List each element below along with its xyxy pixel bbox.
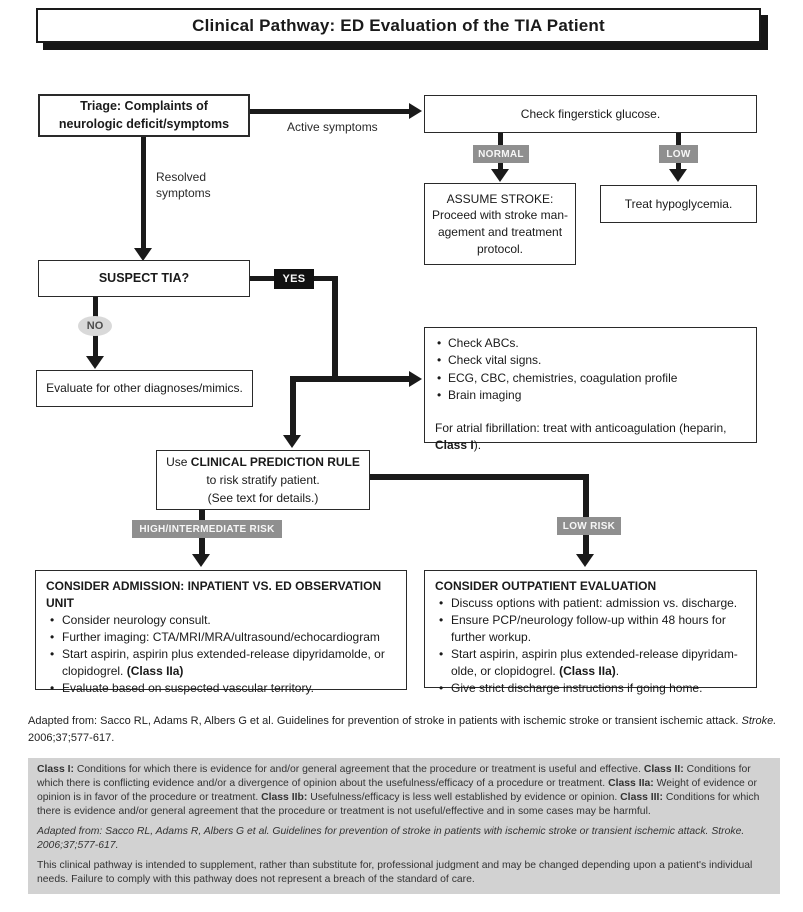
connector-low-risk-horizontal bbox=[370, 474, 589, 480]
prediction-bold: CLINICAL PREDICTION RULE bbox=[190, 455, 360, 469]
admission-bullet bbox=[46, 646, 396, 680]
badge-normal: NORMAL bbox=[473, 145, 529, 163]
outpatient-bullet3-class: (Class IIa) bbox=[559, 664, 616, 679]
badge-high-intermediate-risk: HIGH/INTERMEDIATE RISK bbox=[132, 520, 282, 538]
class-ii-text: Conditions for which there is conflicting evidence and/or a divergence of opinion about the usefulness/efficacy of a procedure or treatment. bbox=[37, 764, 751, 789]
node-prediction-rule bbox=[156, 450, 370, 510]
node-evaluate-other: Evaluate for other diagnoses/mimics. bbox=[36, 370, 253, 407]
outpatient-bullet: • Give strict discharge instructions if going home. bbox=[435, 680, 746, 697]
prediction-pre: Use bbox=[166, 455, 191, 469]
outpatient-bullet: • Ensure PCP/neurology follow-up within 48 hours for further workup. bbox=[435, 612, 746, 646]
assume-stroke-line: agement and treatment bbox=[437, 225, 563, 239]
class-iii-label: Class III: bbox=[620, 791, 663, 803]
class-iia-label: Class IIa: bbox=[608, 777, 654, 789]
badge-no: NO bbox=[78, 316, 112, 336]
node-admission bbox=[35, 570, 407, 696]
assume-stroke-line: Proceed with stroke man- bbox=[431, 208, 569, 223]
class-i-text: Conditions for which there is evidence for and/or general agreement that the procedure or treatment is useful and effective. bbox=[76, 764, 641, 775]
assume-stroke-line: ASSUME STROKE: bbox=[446, 191, 554, 206]
citation-ref: 2006;37;577-617. bbox=[28, 731, 115, 744]
outpatient-heading: CONSIDER OUTPATIENT EVALUATION bbox=[435, 579, 657, 593]
admission-bullet: • Further imaging: CTA/MRI/MRA/ultrasound/echocardiogram bbox=[46, 629, 396, 646]
class-definitions-box bbox=[28, 758, 780, 894]
afib-class: Class I bbox=[435, 437, 474, 452]
node-triage: Triage: Complaints of neurologic deficit/symptoms bbox=[38, 94, 250, 137]
arrowhead-to-prediction bbox=[283, 435, 301, 448]
class-definitions bbox=[37, 763, 771, 819]
outpatient-bullet: • Discuss options with patient: admission vs. discharge. bbox=[435, 595, 746, 612]
outpatient-bullet3-post: . bbox=[615, 664, 620, 679]
page-title: Clinical Pathway: ED Evaluation of the TIA Patient bbox=[36, 8, 761, 43]
node-suspect-tia: SUSPECT TIA? bbox=[38, 260, 250, 297]
afib-close: ). bbox=[473, 437, 482, 452]
checklist-bullet: • Check vital signs. bbox=[435, 352, 746, 369]
checklist-bullets bbox=[435, 335, 746, 405]
badge-low: LOW bbox=[659, 145, 698, 163]
badge-low-risk: LOW RISK bbox=[557, 517, 621, 535]
admission-bullet: • Consider neurology consult. bbox=[46, 612, 396, 629]
checklist-bullet: • Check ABCs. bbox=[435, 335, 746, 352]
checklist-bullet: • ECG, CBC, chemistries, coagulation profile bbox=[435, 370, 746, 387]
node-check-glucose: Check fingerstick glucose. bbox=[424, 95, 757, 133]
connector-yes-to-prediction bbox=[290, 376, 296, 436]
arrowhead-active-symptoms bbox=[409, 103, 422, 119]
arrowhead-low-risk bbox=[576, 554, 594, 567]
class-ii-label: Class II: bbox=[643, 764, 684, 775]
arrowhead-high-risk bbox=[192, 554, 210, 567]
legend-disclaimer: This clinical pathway is intended to supplement, rather than substitute for, professional judgment and may be changed depending upon a patient's individual needs. Failure to comply with this pathway does not represent a breach of the standard of care. bbox=[37, 859, 753, 885]
node-outpatient bbox=[424, 570, 757, 696]
checklist-bullet: • Brain imaging bbox=[435, 387, 746, 404]
resolved-line1: Resolved bbox=[156, 170, 207, 184]
node-assume-stroke bbox=[424, 183, 576, 265]
class-i-label: Class I: bbox=[37, 764, 74, 775]
outpatient-bullet bbox=[435, 646, 746, 680]
admission-bullet3-text: Start aspirin, aspirin plus extended-release dipyridamolde, or clopidogrel. bbox=[62, 647, 385, 679]
admission-bullet: • Evaluate based on suspected vascular territory. bbox=[46, 680, 396, 697]
checklist-afib-note bbox=[435, 420, 746, 455]
arrowhead-to-checklist bbox=[409, 371, 422, 387]
afib-text: For atrial fibrillation: treat with anticoagulation (heparin, bbox=[435, 420, 727, 435]
prediction-line2: to risk stratify patient. bbox=[206, 473, 320, 487]
connector-low-risk-vertical bbox=[583, 474, 589, 555]
edge-label-resolved-symptoms bbox=[156, 170, 211, 201]
class-iia-text: Weight of evidence or opinion is in favor of the procedure or treatment. bbox=[37, 777, 757, 803]
node-treat-hypoglycemia: Treat hypoglycemia. bbox=[600, 185, 757, 223]
arrowhead-normal bbox=[491, 169, 509, 182]
node-checklist bbox=[424, 327, 757, 452]
resolved-line2: symptoms bbox=[156, 185, 211, 200]
admission-bullets bbox=[46, 612, 396, 697]
citation-journal: Stroke. bbox=[741, 715, 777, 727]
badge-yes: YES bbox=[274, 269, 314, 289]
class-iib-label: Class IIb: bbox=[261, 791, 308, 803]
prediction-line1 bbox=[166, 453, 360, 471]
class-iii-text: Conditions for which there is evidence and/or general agreement that the procedure or treatment is not useful/effective and in some cases may be harmful. bbox=[37, 791, 760, 817]
connector-resolved-symptoms bbox=[141, 137, 146, 249]
admission-bullet3-class: (Class IIa) bbox=[126, 664, 184, 679]
class-iib-text: Usefulness/efficacy is less well established by evidence or opinion. bbox=[310, 791, 618, 803]
arrowhead-no bbox=[86, 356, 104, 369]
prediction-line3: (See text for details.) bbox=[207, 491, 319, 505]
legend-citation: Adapted from: Sacco RL, Adams R, Albers G et al. Guidelines for prevention of stroke in patients with ischemic stroke or transient ischemic attack. Stroke. 2006;37;577-617. bbox=[37, 825, 745, 851]
arrowhead-low bbox=[669, 169, 687, 182]
admission-heading: CONSIDER ADMISSION: INPATIENT VS. ED OBSERVATION UNIT bbox=[46, 579, 382, 611]
connector-active-symptoms bbox=[250, 109, 410, 114]
outpatient-bullet3-text: Start aspirin, aspirin plus extended-release dipyridam-olde, or clopidogrel. bbox=[451, 647, 738, 679]
assume-stroke-line: protocol. bbox=[476, 241, 524, 256]
citation-text: Adapted from: Sacco RL, Adams R, Albers G et al. Guidelines for prevention of stroke in patients with ischemic stroke or transient ischemic attack. bbox=[28, 715, 742, 727]
outpatient-bullets bbox=[435, 595, 746, 697]
edge-label-active-symptoms: Active symptoms bbox=[287, 120, 378, 134]
connector-yes-vertical bbox=[332, 276, 338, 381]
connector-yes-to-checklist bbox=[290, 376, 410, 382]
citation-note bbox=[28, 713, 781, 746]
